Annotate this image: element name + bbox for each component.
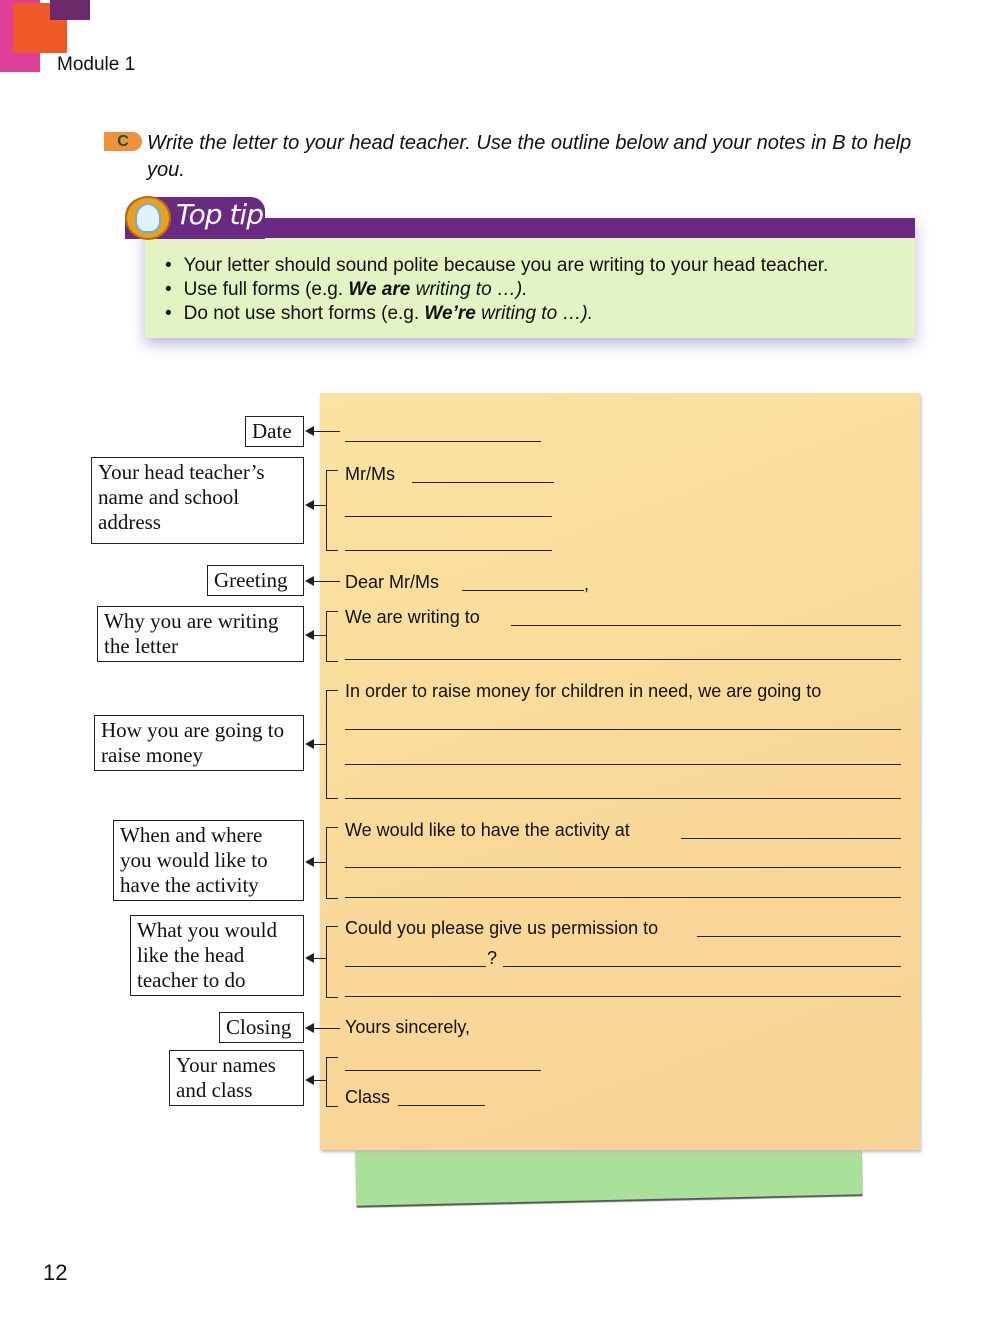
writing-line[interactable] xyxy=(511,625,901,626)
exercise-badge: C xyxy=(104,132,142,151)
activity-line[interactable] xyxy=(345,867,901,868)
lightbulb-icon xyxy=(125,196,171,240)
arrow-icon xyxy=(307,744,326,745)
tip-bold: We’re xyxy=(424,303,476,324)
bracket xyxy=(326,827,338,899)
dear-text: Dear Mr/Ms xyxy=(345,572,439,592)
tip-item xyxy=(165,278,828,302)
arrow-icon xyxy=(307,1080,326,1081)
activity-line[interactable] xyxy=(681,838,901,839)
top-tip-list xyxy=(165,254,828,326)
tip-text: writing to …). xyxy=(475,303,594,324)
label-date: Date xyxy=(245,416,304,447)
activity-text: We would like to have the activity at xyxy=(345,820,630,840)
bracket xyxy=(326,611,338,662)
tip-item xyxy=(165,302,828,326)
raise-line[interactable] xyxy=(345,729,901,730)
activity-line[interactable] xyxy=(345,897,901,898)
mr-ms-text: Mr/Ms xyxy=(345,464,395,484)
writing-text: We are writing to xyxy=(345,607,480,627)
bracket xyxy=(326,1057,338,1107)
tip-text: Use full forms (e.g. xyxy=(183,279,349,300)
closing-text: Yours sincerely, xyxy=(345,1017,471,1037)
writing-line[interactable] xyxy=(345,659,901,660)
label-address: Your head teacher’s name and school address xyxy=(91,457,304,544)
address-line[interactable] xyxy=(345,550,552,551)
bracket xyxy=(326,926,338,998)
tip-text: writing to …). xyxy=(410,279,528,300)
class-text: Class xyxy=(345,1087,391,1107)
top-tip-title: Top tip xyxy=(176,198,263,231)
question-mark: ? xyxy=(487,948,498,968)
label-closing: Closing xyxy=(219,1012,304,1043)
raise-line[interactable] xyxy=(345,764,901,765)
decor-square-purple xyxy=(50,0,90,20)
arrow-icon xyxy=(307,862,326,863)
module-heading: Module 1 xyxy=(57,54,136,75)
permission-text: Could you please give us permission to xyxy=(345,918,659,938)
tip-text: Your letter should sound polite because you are writing to your head teacher. xyxy=(183,255,829,276)
arrow-icon xyxy=(307,581,340,582)
arrow-icon xyxy=(307,958,326,959)
greeting-line[interactable] xyxy=(462,590,584,591)
permission-line[interactable] xyxy=(345,996,901,997)
permission-line[interactable] xyxy=(503,966,901,967)
label-when-where: When and where you would like to have the activity xyxy=(113,820,304,901)
arrow-icon xyxy=(307,635,326,636)
permission-line[interactable] xyxy=(697,936,901,937)
label-why: Why you are writing the letter xyxy=(97,606,304,662)
raise-text: In order to raise money for children in need, we are going to xyxy=(345,681,822,701)
name-line[interactable] xyxy=(412,482,554,483)
label-names-class: Your names and class xyxy=(169,1050,304,1106)
arrow-icon xyxy=(307,1028,340,1029)
arrow-icon xyxy=(307,505,326,506)
exercise-instruction: Write the letter to your head teacher. Use the outline below and your notes in B to help you. xyxy=(147,132,912,181)
page-number: 12 xyxy=(43,1260,68,1285)
class-line[interactable] xyxy=(398,1105,485,1106)
names-line[interactable] xyxy=(345,1070,541,1071)
raise-line[interactable] xyxy=(345,798,901,799)
bracket xyxy=(326,470,338,551)
date-line[interactable] xyxy=(345,441,541,442)
tip-bold: We are xyxy=(348,279,411,300)
label-how: How you are going to raise money xyxy=(94,715,304,771)
tip-item xyxy=(165,254,828,278)
label-what: What you would like the head teacher to do xyxy=(130,915,304,996)
permission-line[interactable] xyxy=(345,966,486,967)
tip-text: Do not use short forms (e.g. xyxy=(183,303,425,324)
arrow-icon xyxy=(307,431,340,432)
comma: , xyxy=(584,574,590,594)
address-line[interactable] xyxy=(345,516,552,517)
bracket xyxy=(326,690,338,799)
label-greeting: Greeting xyxy=(207,565,304,596)
